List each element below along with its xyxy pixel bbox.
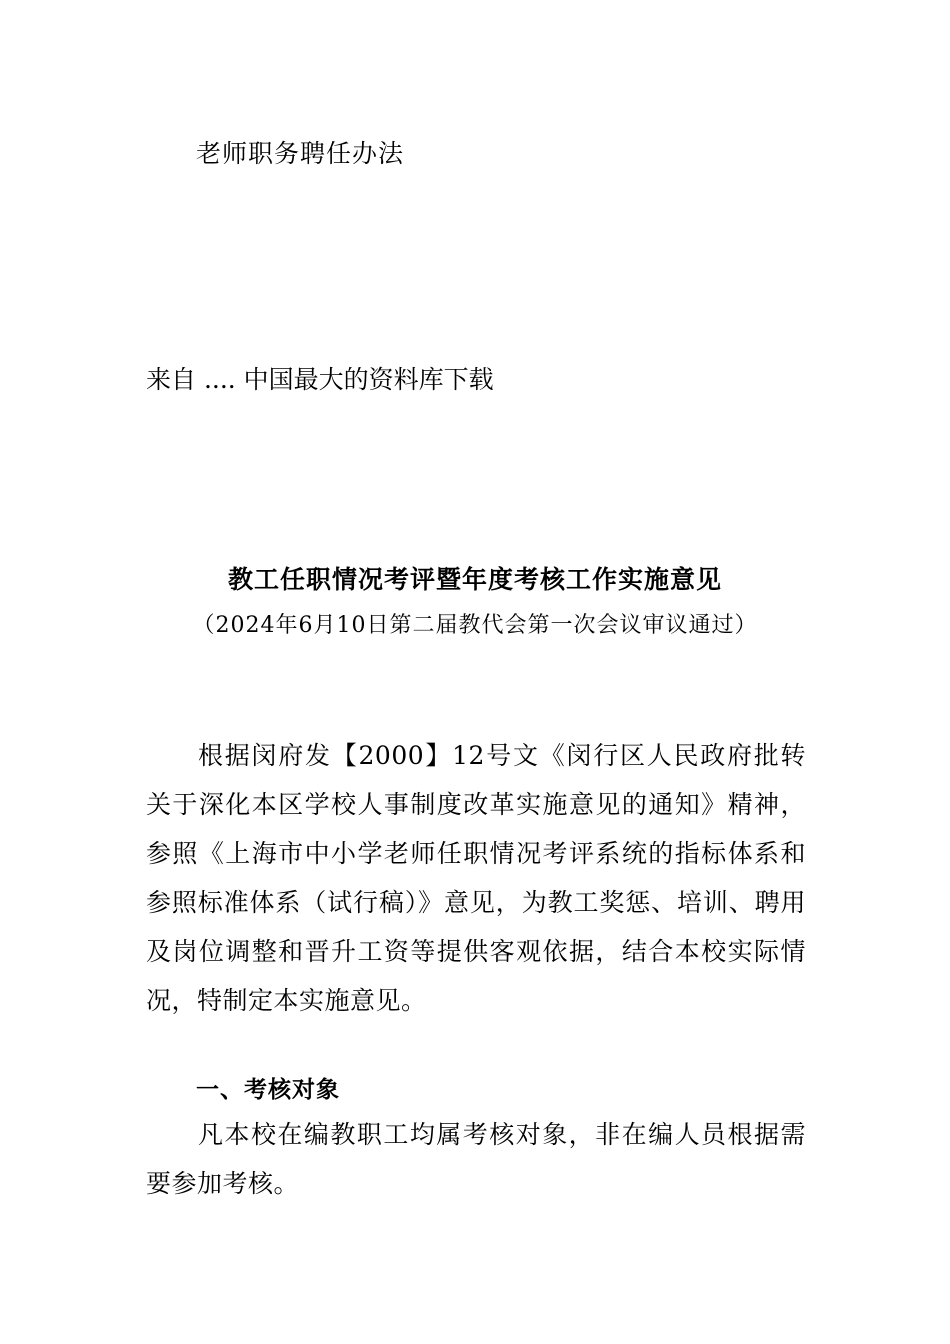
main-heading: 教工任职情况考评暨年度考核工作实施意见 — [227, 565, 722, 594]
source-line: 来自 .... 中国最大的资料库下载 — [146, 365, 494, 394]
document-title: 老师职务聘任办法 — [196, 139, 405, 168]
section-paragraph: 凡本校在编教职工均属考核对象，非在编人员根据需要参加考核。 — [146, 1120, 806, 1198]
intro-paragraph: 根据闵府发【2000】12号文《闵行区人民政府批转关于深化本区学校人事制度改革实施意见的通知》精神，参照《上海市中小学老师任职情况考评系统的指标体系和参照标准体系（试行稿）》意见，为教工奖惩、培训、聘用及岗位调整和晋升工资等提供客观依据，结合本校实际情况，特制定本实施意见。 — [146, 741, 806, 1015]
sub-heading: （2024年6月10日第二届教代会第一次会议审议通过） — [192, 613, 758, 638]
section-heading: 一、考核对象 — [196, 1077, 340, 1103]
